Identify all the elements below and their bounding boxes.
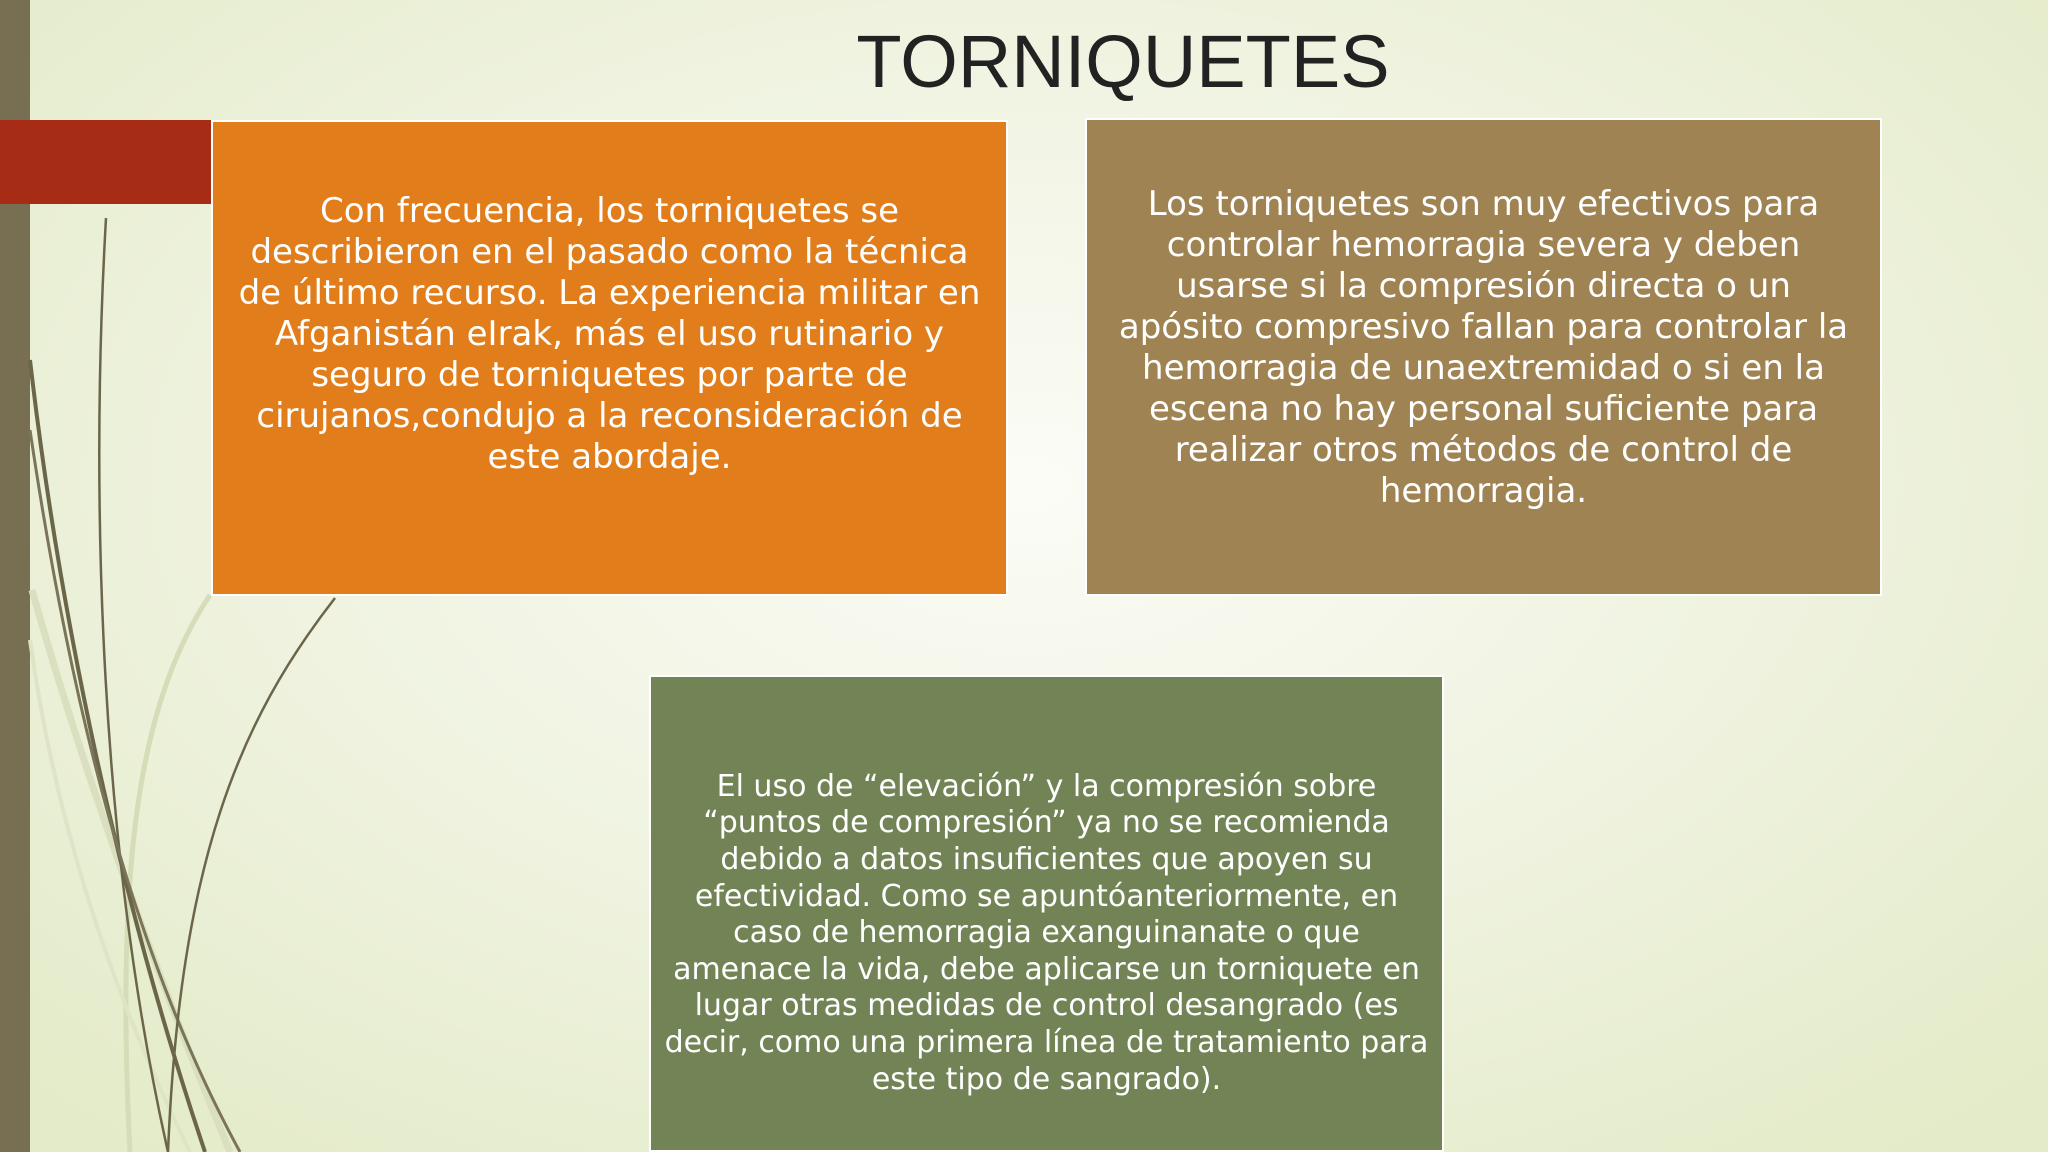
content-box-history <box>211 120 1008 596</box>
content-box-recommendation-text: El uso de “elevación” y la compresión sobre “puntos de compresión” ya no se recomienda debido a datos insuficientes que apoyen su efectividad. Como se apuntóanteriormente, en caso de hemorragia exanguinanate o que amenace la vida, debe aplicarse un torniquete en lugar otras medidas de control desangrado (es decir, como una primera línea de tratamiento para este tipo de sangrado). <box>664 768 1429 1097</box>
content-box-recommendation <box>649 675 1444 1152</box>
content-box-effectiveness <box>1085 118 1882 596</box>
red-accent-tab <box>0 120 211 204</box>
slide-title: TORNIQUETES <box>856 20 1390 103</box>
content-box-effectiveness-text: Los torniquetes son muy efectivos para controlar hemorragia severa y deben usarse si la compresión directa o un apósito compresivo fallan para controlar la hemorragia de unaextremidad o si en la escena no hay personal suficiente para realizar otros métodos de control de hemorragia. <box>1118 184 1849 511</box>
content-box-history-text: Con frecuencia, los torniquetes se describieron en el pasado como la técnica de último recurso. La experiencia militar en Afganistán eIrak, más el uso rutinario y seguro de torniquetes por parte de cirujanos,condujo a la reconsideración de este abordaje. <box>238 190 981 477</box>
